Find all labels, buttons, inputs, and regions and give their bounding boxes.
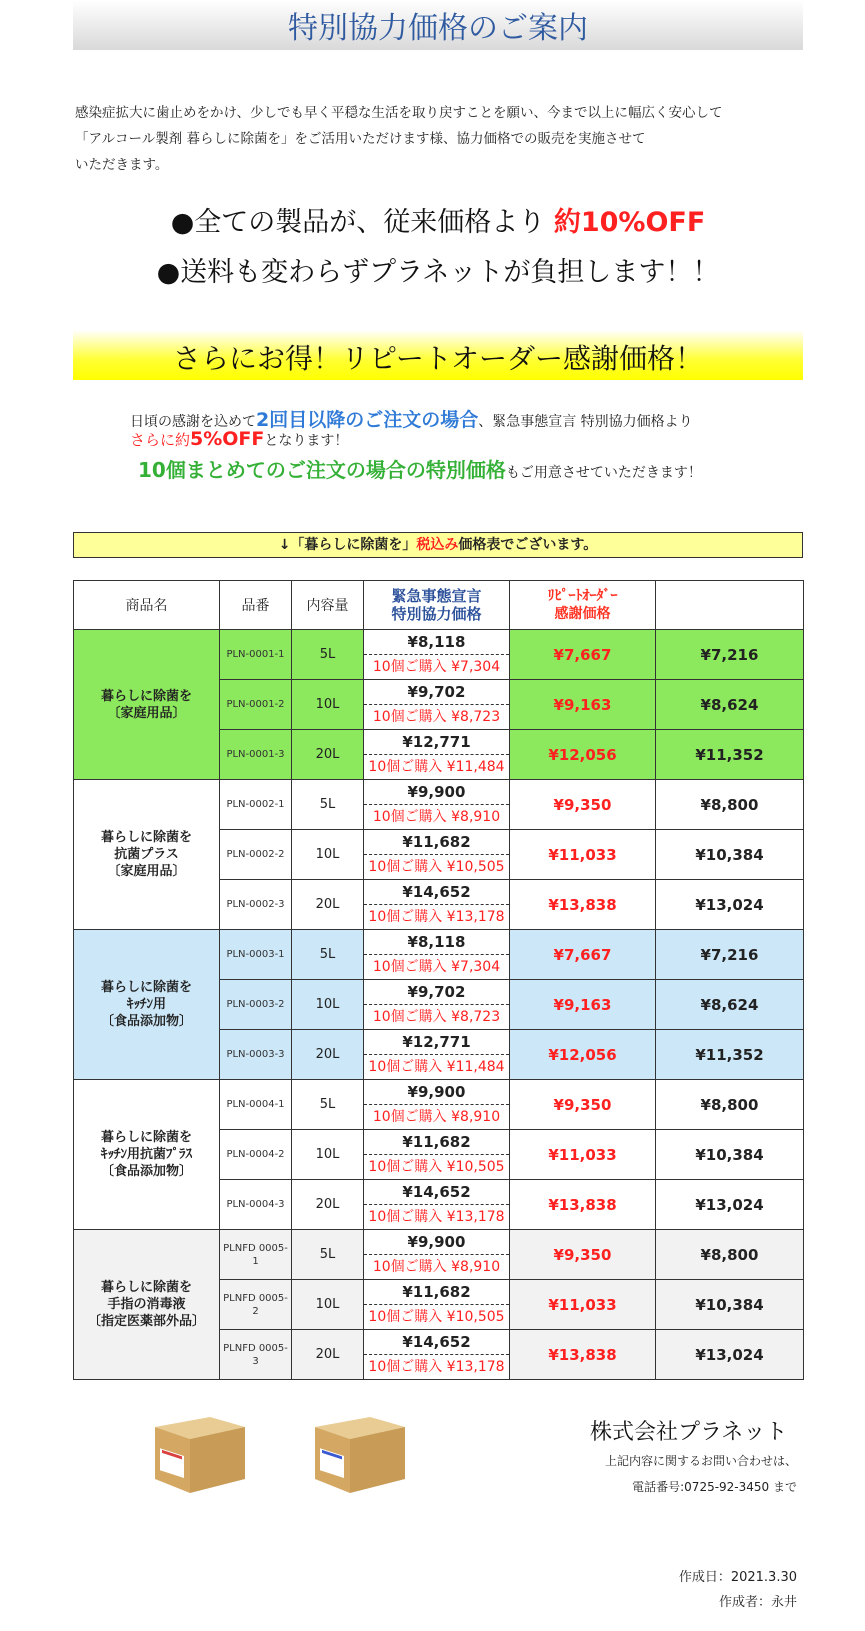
- emergency-price-cell: [364, 1130, 510, 1180]
- product-code-cell: PLN-0001-2: [220, 680, 292, 730]
- volume-cell: 20L: [292, 730, 364, 780]
- volume-cell: 10L: [292, 1280, 364, 1330]
- product-box-image: [310, 1405, 410, 1495]
- emergency-ten-unit-price: 10個ご購入 ¥8,910: [372, 1109, 501, 1125]
- author: 作成者：永井: [718, 1595, 797, 1610]
- contact-phone: 電話番号:0725-92-3450 まで: [632, 1480, 797, 1494]
- table-header-row: [74, 581, 804, 630]
- product-code-cell: PLN-0004-3: [220, 1180, 292, 1230]
- emergency-price-cell: [364, 1180, 510, 1230]
- contact-text: 上記内容に関するお問い合わせは、: [604, 1454, 797, 1468]
- emergency-price-cell: [364, 1280, 510, 1330]
- ten-unit-price-cell: ¥11,352: [656, 730, 804, 780]
- ten-unit-price-cell: ¥7,216: [656, 630, 804, 680]
- headline-discount-text: ●全ての製品が、従来価格より: [170, 207, 546, 238]
- table-row: [74, 1080, 804, 1130]
- ten-unit-price-cell: ¥8,624: [656, 980, 804, 1030]
- emergency-price-cell: [364, 680, 510, 730]
- emergency-price: ¥14,652: [364, 1330, 509, 1355]
- repeat-price-cell: ¥13,838: [510, 1330, 656, 1380]
- table-row: [74, 780, 804, 830]
- product-code-cell: PLN-0003-3: [220, 1030, 292, 1080]
- price-table-note: [73, 532, 803, 558]
- repeat-price-cell: ¥9,163: [510, 680, 656, 730]
- header-product-name: 商品名: [74, 581, 220, 630]
- ten-unit-price-cell: ¥13,024: [656, 1180, 804, 1230]
- repeat-text: もご用意させていただきます！: [505, 465, 702, 481]
- ten-unit-price-cell: ¥8,624: [656, 680, 804, 730]
- repeat-price-cell: ¥9,350: [510, 1080, 656, 1130]
- emergency-price: ¥11,682: [364, 830, 509, 855]
- emergency-price: ¥14,652: [364, 880, 509, 905]
- product-code-cell: PLN-0002-3: [220, 880, 292, 930]
- emergency-ten-unit-price: 10個ご購入 ¥13,178: [368, 1359, 505, 1375]
- emergency-price-cell: [364, 880, 510, 930]
- emergency-price: ¥9,900: [364, 1080, 509, 1105]
- repeat-text-line3: [138, 454, 838, 483]
- emergency-price: ¥9,702: [364, 680, 509, 705]
- volume-cell: 5L: [292, 780, 364, 830]
- repeat-text: さらに約: [130, 431, 191, 449]
- volume-cell: 10L: [292, 680, 364, 730]
- created-date: 作成日：2021.3.30: [678, 1570, 797, 1585]
- emergency-price: ¥8,118: [364, 930, 509, 955]
- repeat-price-cell: ¥13,838: [510, 1180, 656, 1230]
- ten-unit-price-cell: ¥13,024: [656, 880, 804, 930]
- repeat-price-cell: ¥9,350: [510, 1230, 656, 1280]
- price-table: [73, 580, 804, 1380]
- emergency-ten-unit-price: 10個ご購入 ¥8,910: [372, 1259, 501, 1275]
- emergency-price: ¥14,652: [364, 1180, 509, 1205]
- repeat-text: 日頃の感謝を込めて: [130, 414, 256, 430]
- repeat-price-cell: ¥13,838: [510, 880, 656, 930]
- headline-discount-highlight: 約10%OFF: [553, 207, 706, 238]
- product-code-cell: PLN-0004-1: [220, 1080, 292, 1130]
- repeat-price-cell: ¥12,056: [510, 730, 656, 780]
- intro-line: 感染症拡大に歯止めをかけ、少しでも早く平穏な生活を取り戻すことを願い、今まで以上に幅広く安心して: [75, 105, 723, 121]
- company-name: 株式会社プラネット: [590, 1420, 788, 1445]
- emergency-price: ¥12,771: [364, 1030, 509, 1055]
- ten-unit-price-cell: ¥10,384: [656, 1130, 804, 1180]
- header-repeat-price: ﾘﾋﾟｰﾄｵｰﾀﾞｰ 感謝価格: [510, 581, 656, 630]
- product-code-cell: PLN-0001-1: [220, 630, 292, 680]
- page-title: 特別協力価格のご案内: [73, 0, 803, 50]
- volume-cell: 10L: [292, 830, 364, 880]
- emergency-price: ¥11,682: [364, 1130, 509, 1155]
- repeat-price-cell: ¥9,350: [510, 780, 656, 830]
- emergency-ten-unit-price: 10個ご購入 ¥8,910: [372, 809, 501, 825]
- emergency-price-cell: [364, 980, 510, 1030]
- product-name-cell: 暮らしに除菌を 〔家庭用品〕: [74, 630, 220, 780]
- repeat-price-cell: ¥7,667: [510, 930, 656, 980]
- repeat-price-cell: ¥11,033: [510, 830, 656, 880]
- repeat-text-emphasis: 5%OFF: [190, 428, 265, 450]
- intro-line: 「アルコール製剤 暮らしに除菌を」をご活用いただけます様、協力価格での販売を実施させて: [75, 131, 646, 147]
- intro-text: [75, 100, 805, 178]
- emergency-price: ¥8,118: [364, 630, 509, 655]
- emergency-price-cell: [364, 830, 510, 880]
- product-code-cell: PLN-0001-3: [220, 730, 292, 780]
- emergency-price-cell: [364, 1230, 510, 1280]
- repeat-text: となります！: [264, 433, 349, 449]
- product-code-cell: PLN-0003-1: [220, 930, 292, 980]
- volume-cell: 10L: [292, 1130, 364, 1180]
- emergency-price: ¥9,702: [364, 980, 509, 1005]
- volume-cell: 5L: [292, 1080, 364, 1130]
- repeat-price-cell: ¥11,033: [510, 1130, 656, 1180]
- volume-cell: 20L: [292, 1330, 364, 1380]
- note-highlight: 税込み: [416, 537, 459, 553]
- product-code-cell: PLNFD 0005-1: [220, 1230, 292, 1280]
- product-name-cell: 暮らしに除菌を 手指の消毒液 〔指定医薬部外品〕: [74, 1230, 220, 1380]
- repeat-order-banner: さらにお得！リピートオーダー感謝価格！: [73, 330, 803, 380]
- product-name-cell: 暮らしに除菌を ｷｯﾁﾝ用抗菌ﾌﾟﾗｽ 〔食品添加物〕: [74, 1080, 220, 1230]
- emergency-ten-unit-price: 10個ご購入 ¥10,505: [368, 859, 505, 875]
- headline-discount: [73, 200, 803, 239]
- ten-unit-price-cell: ¥11,352: [656, 1030, 804, 1080]
- repeat-price-cell: ¥7,667: [510, 630, 656, 680]
- ten-unit-price-cell: ¥10,384: [656, 830, 804, 880]
- emergency-ten-unit-price: 10個ご購入 ¥11,484: [368, 759, 505, 775]
- ten-unit-price-cell: ¥8,800: [656, 1230, 804, 1280]
- intro-line: いただきます。: [75, 157, 169, 173]
- product-name-cell: 暮らしに除菌を ｷｯﾁﾝ用 〔食品添加物〕: [74, 930, 220, 1080]
- emergency-ten-unit-price: 10個ご購入 ¥10,505: [368, 1309, 505, 1325]
- table-row: [74, 930, 804, 980]
- volume-cell: 20L: [292, 1180, 364, 1230]
- ten-unit-price-cell: ¥10,384: [656, 1280, 804, 1330]
- table-row: [74, 630, 804, 680]
- emergency-ten-unit-price: 10個ご購入 ¥8,723: [372, 1009, 501, 1025]
- ten-unit-price-cell: ¥8,800: [656, 1080, 804, 1130]
- repeat-text-line2: [130, 428, 830, 450]
- emergency-price-cell: [364, 930, 510, 980]
- note-text: 価格表でございます。: [458, 537, 598, 553]
- product-code-cell: PLNFD 0005-3: [220, 1330, 292, 1380]
- emergency-price-cell: [364, 1080, 510, 1130]
- emergency-ten-unit-price: 10個ご購入 ¥10,505: [368, 1159, 505, 1175]
- emergency-price: ¥9,900: [364, 1230, 509, 1255]
- ten-unit-price-cell: ¥7,216: [656, 930, 804, 980]
- emergency-price: ¥12,771: [364, 730, 509, 755]
- emergency-price: ¥11,682: [364, 1280, 509, 1305]
- repeat-price-cell: ¥9,163: [510, 980, 656, 1030]
- emergency-price-cell: [364, 1330, 510, 1380]
- volume-cell: 20L: [292, 1030, 364, 1080]
- volume-cell: 5L: [292, 630, 364, 680]
- volume-cell: 5L: [292, 930, 364, 980]
- product-code-cell: PLN-0004-2: [220, 1130, 292, 1180]
- note-text: ↓「暮らしに除菌を」: [278, 537, 417, 553]
- emergency-ten-unit-price: 10個ご購入 ¥13,178: [368, 909, 505, 925]
- product-code-cell: PLNFD 0005-2: [220, 1280, 292, 1330]
- repeat-text-emphasis: 10個まとめてのご注文の場合の特別価格: [138, 458, 506, 482]
- product-name-cell: 暮らしに除菌を 抗菌プラス 〔家庭用品〕: [74, 780, 220, 930]
- emergency-price: ¥9,900: [364, 780, 509, 805]
- ten-unit-price-cell: ¥13,024: [656, 1330, 804, 1380]
- product-code-cell: PLN-0002-1: [220, 780, 292, 830]
- repeat-text-emphasis: 2回目以降のご注文の場合: [256, 409, 479, 431]
- emergency-price-cell: [364, 1030, 510, 1080]
- volume-cell: 20L: [292, 880, 364, 930]
- repeat-text: 、緊急事態宣言 特別協力価格より: [478, 414, 693, 430]
- repeat-price-cell: ¥12,056: [510, 1030, 656, 1080]
- emergency-price-cell: [364, 730, 510, 780]
- table-row: [74, 1230, 804, 1280]
- repeat-price-cell: ¥11,033: [510, 1280, 656, 1330]
- emergency-price-cell: [364, 630, 510, 680]
- emergency-ten-unit-price: 10個ご購入 ¥11,484: [368, 1059, 505, 1075]
- header-emergency-price: 緊急事態宣言 特別協力価格: [364, 581, 510, 630]
- headline-shipping: ●送料も変わらずプラネットが負担します！！: [156, 257, 720, 288]
- product-code-cell: PLN-0002-2: [220, 830, 292, 880]
- volume-cell: 5L: [292, 1230, 364, 1280]
- header-code: 品番: [220, 581, 292, 630]
- emergency-price-cell: [364, 780, 510, 830]
- ten-unit-price-cell: ¥8,800: [656, 780, 804, 830]
- emergency-ten-unit-price: 10個ご購入 ¥7,304: [372, 959, 501, 975]
- header-volume: 内容量: [292, 581, 364, 630]
- header-ten-unit-price: ﾘﾋﾟｰﾄｵｰﾀﾞｰ10個 ご購入 感謝価格: [656, 581, 804, 630]
- product-code-cell: PLN-0003-2: [220, 980, 292, 1030]
- emergency-ten-unit-price: 10個ご購入 ¥7,304: [372, 659, 501, 675]
- volume-cell: 10L: [292, 980, 364, 1030]
- emergency-ten-unit-price: 10個ご購入 ¥13,178: [368, 1209, 505, 1225]
- product-box-image: [150, 1405, 250, 1495]
- emergency-ten-unit-price: 10個ご購入 ¥8,723: [372, 709, 501, 725]
